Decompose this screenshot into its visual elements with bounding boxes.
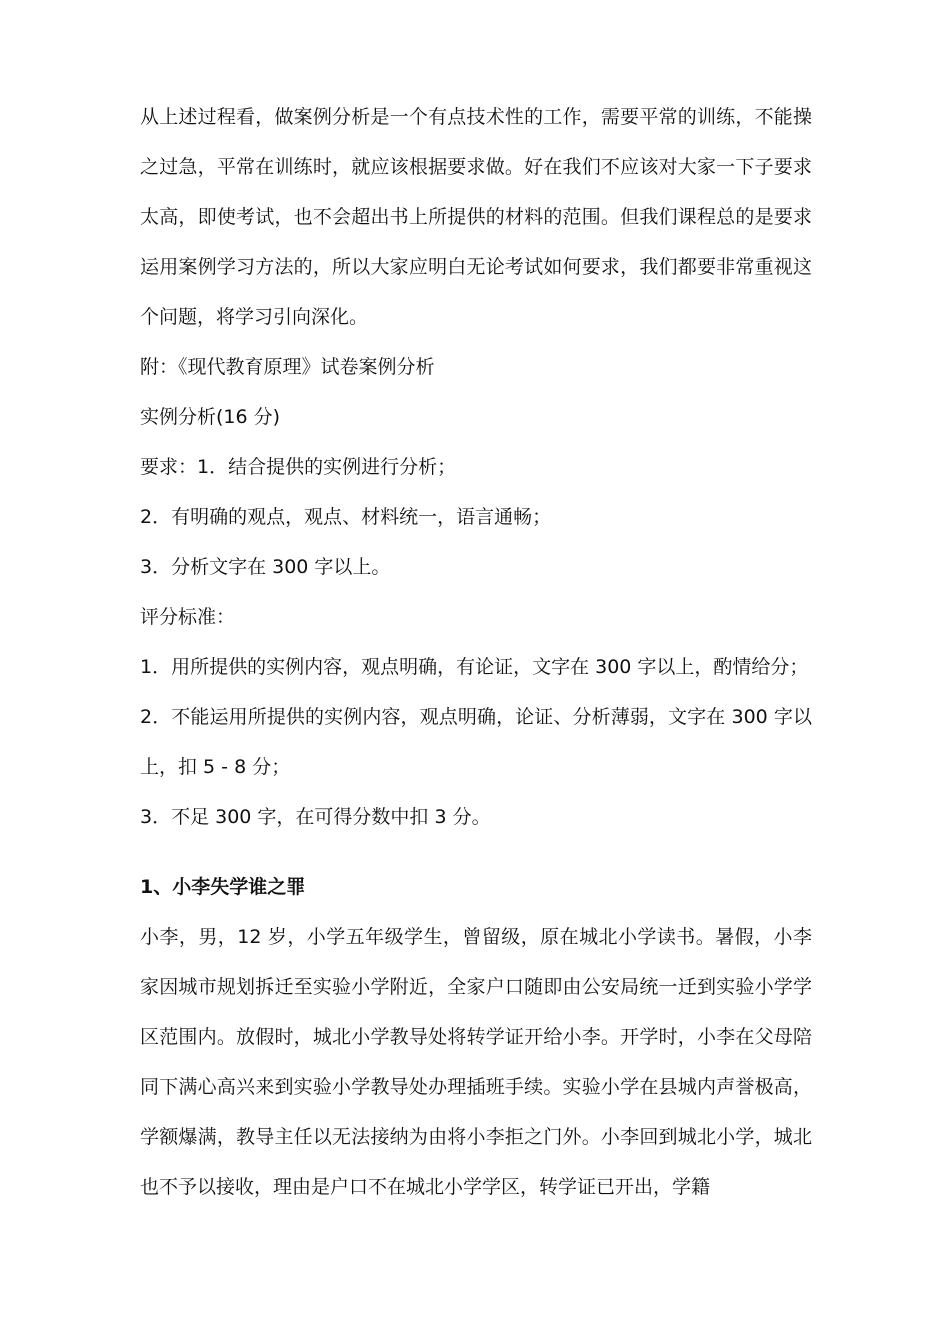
appendix-title: 附：《现代教育原理》试卷案例分析: [140, 356, 435, 378]
requirement-item: 要求：1．结合提供的实例进行分析；: [140, 456, 457, 478]
case-heading: 1、小李失学谁之罪: [140, 876, 306, 898]
section-spacer: [140, 842, 812, 862]
requirement-item: 3．分析文字在 300 字以上。: [140, 556, 391, 578]
scoring-title: 评分标准：: [140, 606, 236, 628]
scoring-item: 2．不能运用所提供的实例内容，观点明确，论证、分析薄弱，文字在 300 字以上，扣 5 - 8 分；: [140, 706, 812, 778]
scoring-item: 1．用所提供的实例内容，观点明确，有论证，文字在 300 字以上，酌情给分；: [140, 656, 809, 678]
section-title: 实例分析(16 分): [140, 406, 281, 428]
document-body: [140, 92, 812, 1212]
requirement-item: 2．有明确的观点，观点、材料统一，语言通畅；: [140, 506, 552, 528]
intro-paragraph: 从上述过程看，做案例分析是一个有点技术性的工作，需要平常的训练，不能操之过急，平常在训练时，就应该根据要求做。好在我们不应该对大家一下子要求太高，即使考试，也不会超出书上所提供的材料的范围。但我们课程总的是要求运用案例学习方法的，所以大家应明白无论考试如何要求，我们都要非常重视这个问题，将学习引向深化。: [140, 106, 812, 328]
scoring-item: 3．不足 300 字，在可得分数中扣 3 分。: [140, 806, 491, 828]
case-paragraph: 小李，男，12 岁，小学五年级学生，曾留级，原在城北小学读书。暑假，小李家因城市规划拆迁至实验小学附近，全家户口随即由公安局统一迁到实验小学学区范围内。放假时，城北小学教导处将转学证开给小李。开学时，小李在父母陪同下满心高兴来到实验小学教导处办理插班手续。实验小学在县城内声誉极高，学额爆满，教导主任以无法接纳为由将小李拒之门外。小李回到城北小学，城北也不予以接收，理由是户口不在城北小学学区，转学证已开出，学籍: [140, 926, 812, 1198]
